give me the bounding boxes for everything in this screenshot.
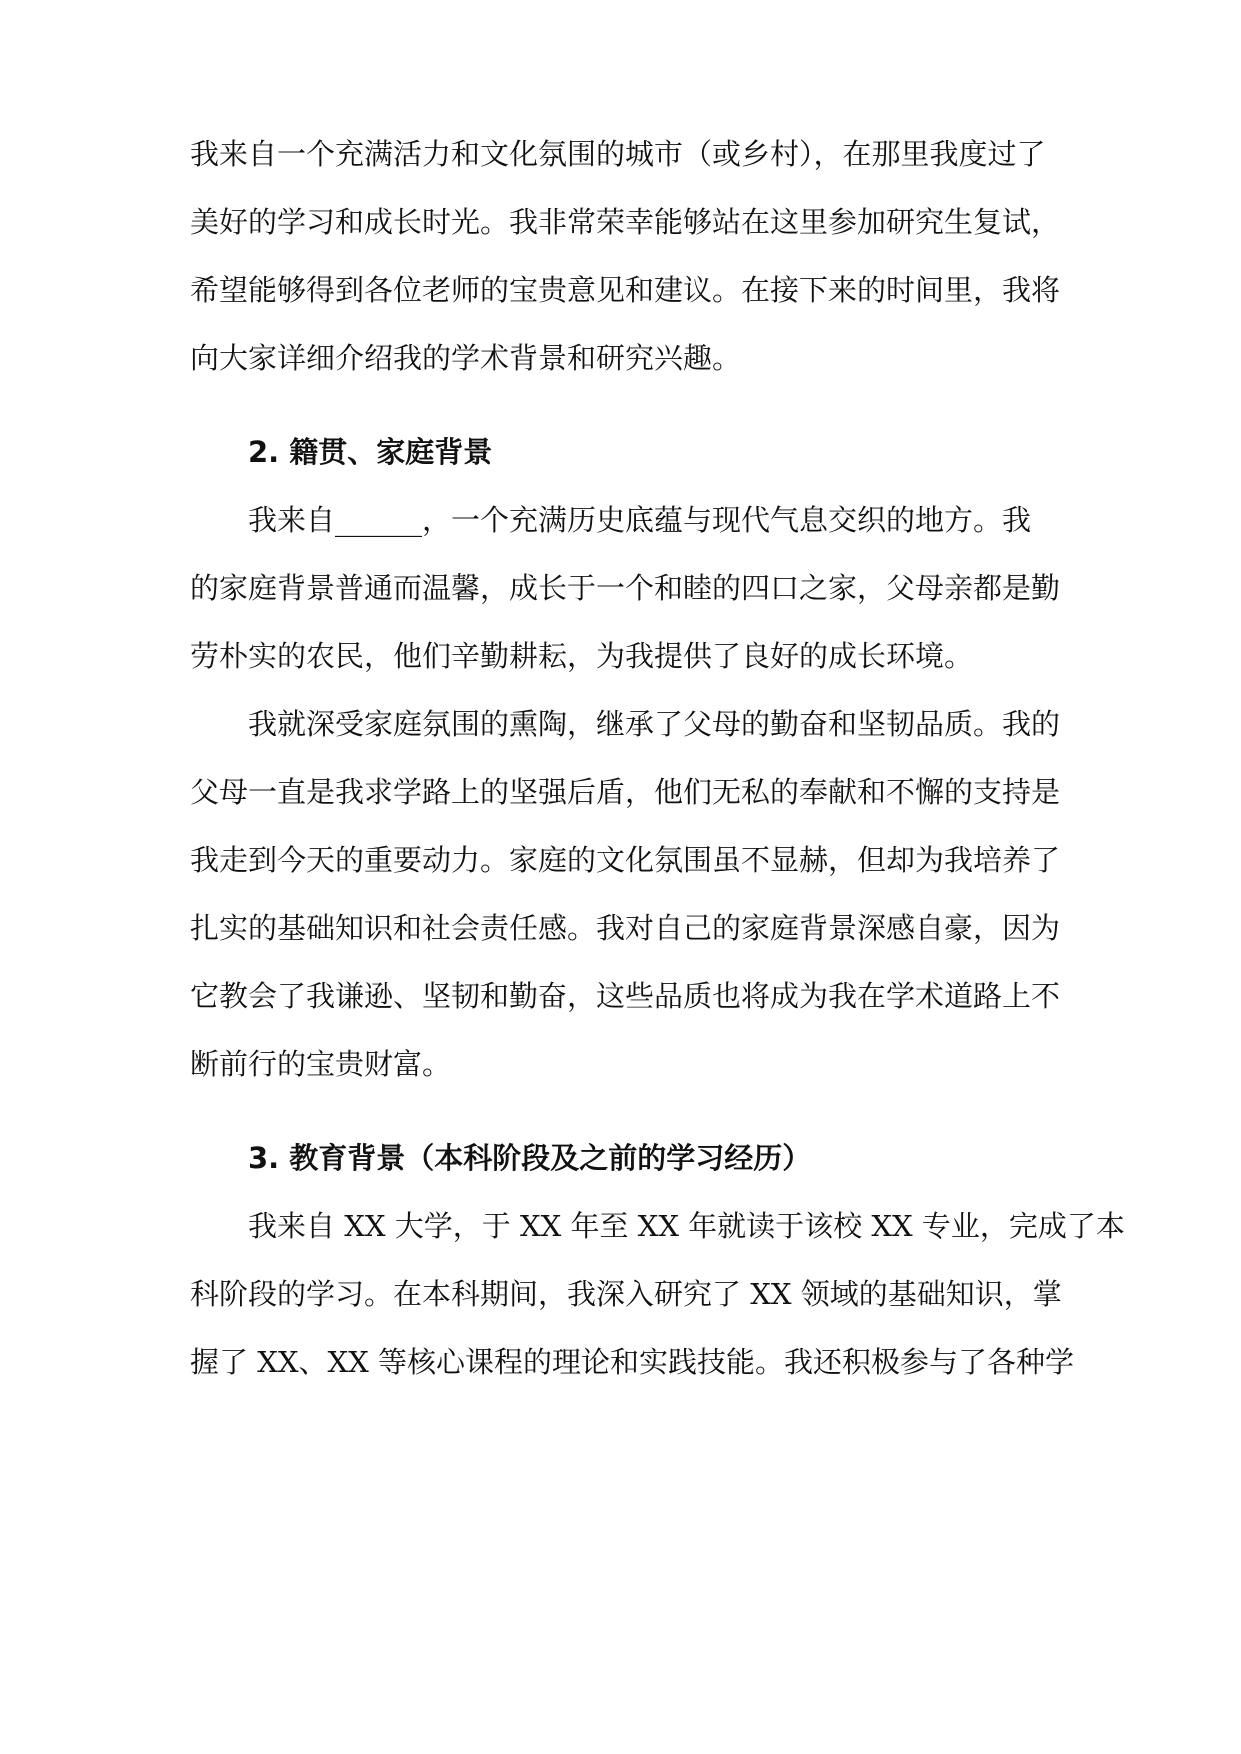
para4-line-3: 握了 XX、XX 等核心课程的理论和实践技能。我还积极参与了各种学 [190, 1345, 1075, 1379]
para3-line-4: 扎实的基础知识和社会责任感。我对自己的家庭背景深感自豪，因为 [190, 911, 1061, 945]
para1-line-3: 希望能够得到各位老师的宝贵意见和建议。在接下来的时间里，我将 [190, 273, 1061, 307]
para3-line-6: 断前行的宝贵财富。 [190, 1047, 452, 1081]
para2-line-1: 我来自______，一个充满历史底蕴与现代气息交织的地方。我 [248, 503, 1032, 537]
para1-line-1: 我来自一个充满活力和文化氛围的城市（或乡村），在那里我度过了 [190, 137, 1046, 171]
para1-line-2: 美好的学习和成长时光。我非常荣幸能够站在这里参加研究生复试， [190, 205, 1061, 239]
para4-line-2: 科阶段的学习。在本科期间，我深入研究了 XX 领域的基础知识，掌 [190, 1277, 1062, 1311]
para4-line-1: 我来自 XX 大学，于 XX 年至 XX 年就读于该校 XX 专业，完成了本 [248, 1209, 1125, 1243]
para3-line-2: 父母一直是我求学路上的坚强后盾，他们无私的奉献和不懈的支持是 [190, 775, 1061, 809]
para3-line-5: 它教会了我谦逊、坚韧和勤奋，这些品质也将成为我在学术道路上不 [190, 979, 1061, 1013]
section-3-heading: 3. 教育背景（本科阶段及之前的学习经历） [248, 1141, 812, 1175]
para1-line-4: 向大家详细介绍我的学术背景和研究兴趣。 [190, 341, 742, 375]
para2-line-2: 的家庭背景普通而温馨，成长于一个和睦的四口之家，父母亲都是勤 [190, 571, 1061, 605]
para3-line-3: 我走到今天的重要动力。家庭的文化氛围虽不显赫，但却为我培养了 [190, 843, 1061, 877]
section-2-heading: 2. 籍贯、家庭背景 [248, 435, 493, 469]
para3-line-1: 我就深受家庭氛围的熏陶，继承了父母的勤奋和坚韧品质。我的 [248, 707, 1061, 741]
para2-line-3: 劳朴实的农民，他们辛勤耕耘，为我提供了良好的成长环境。 [190, 639, 974, 673]
